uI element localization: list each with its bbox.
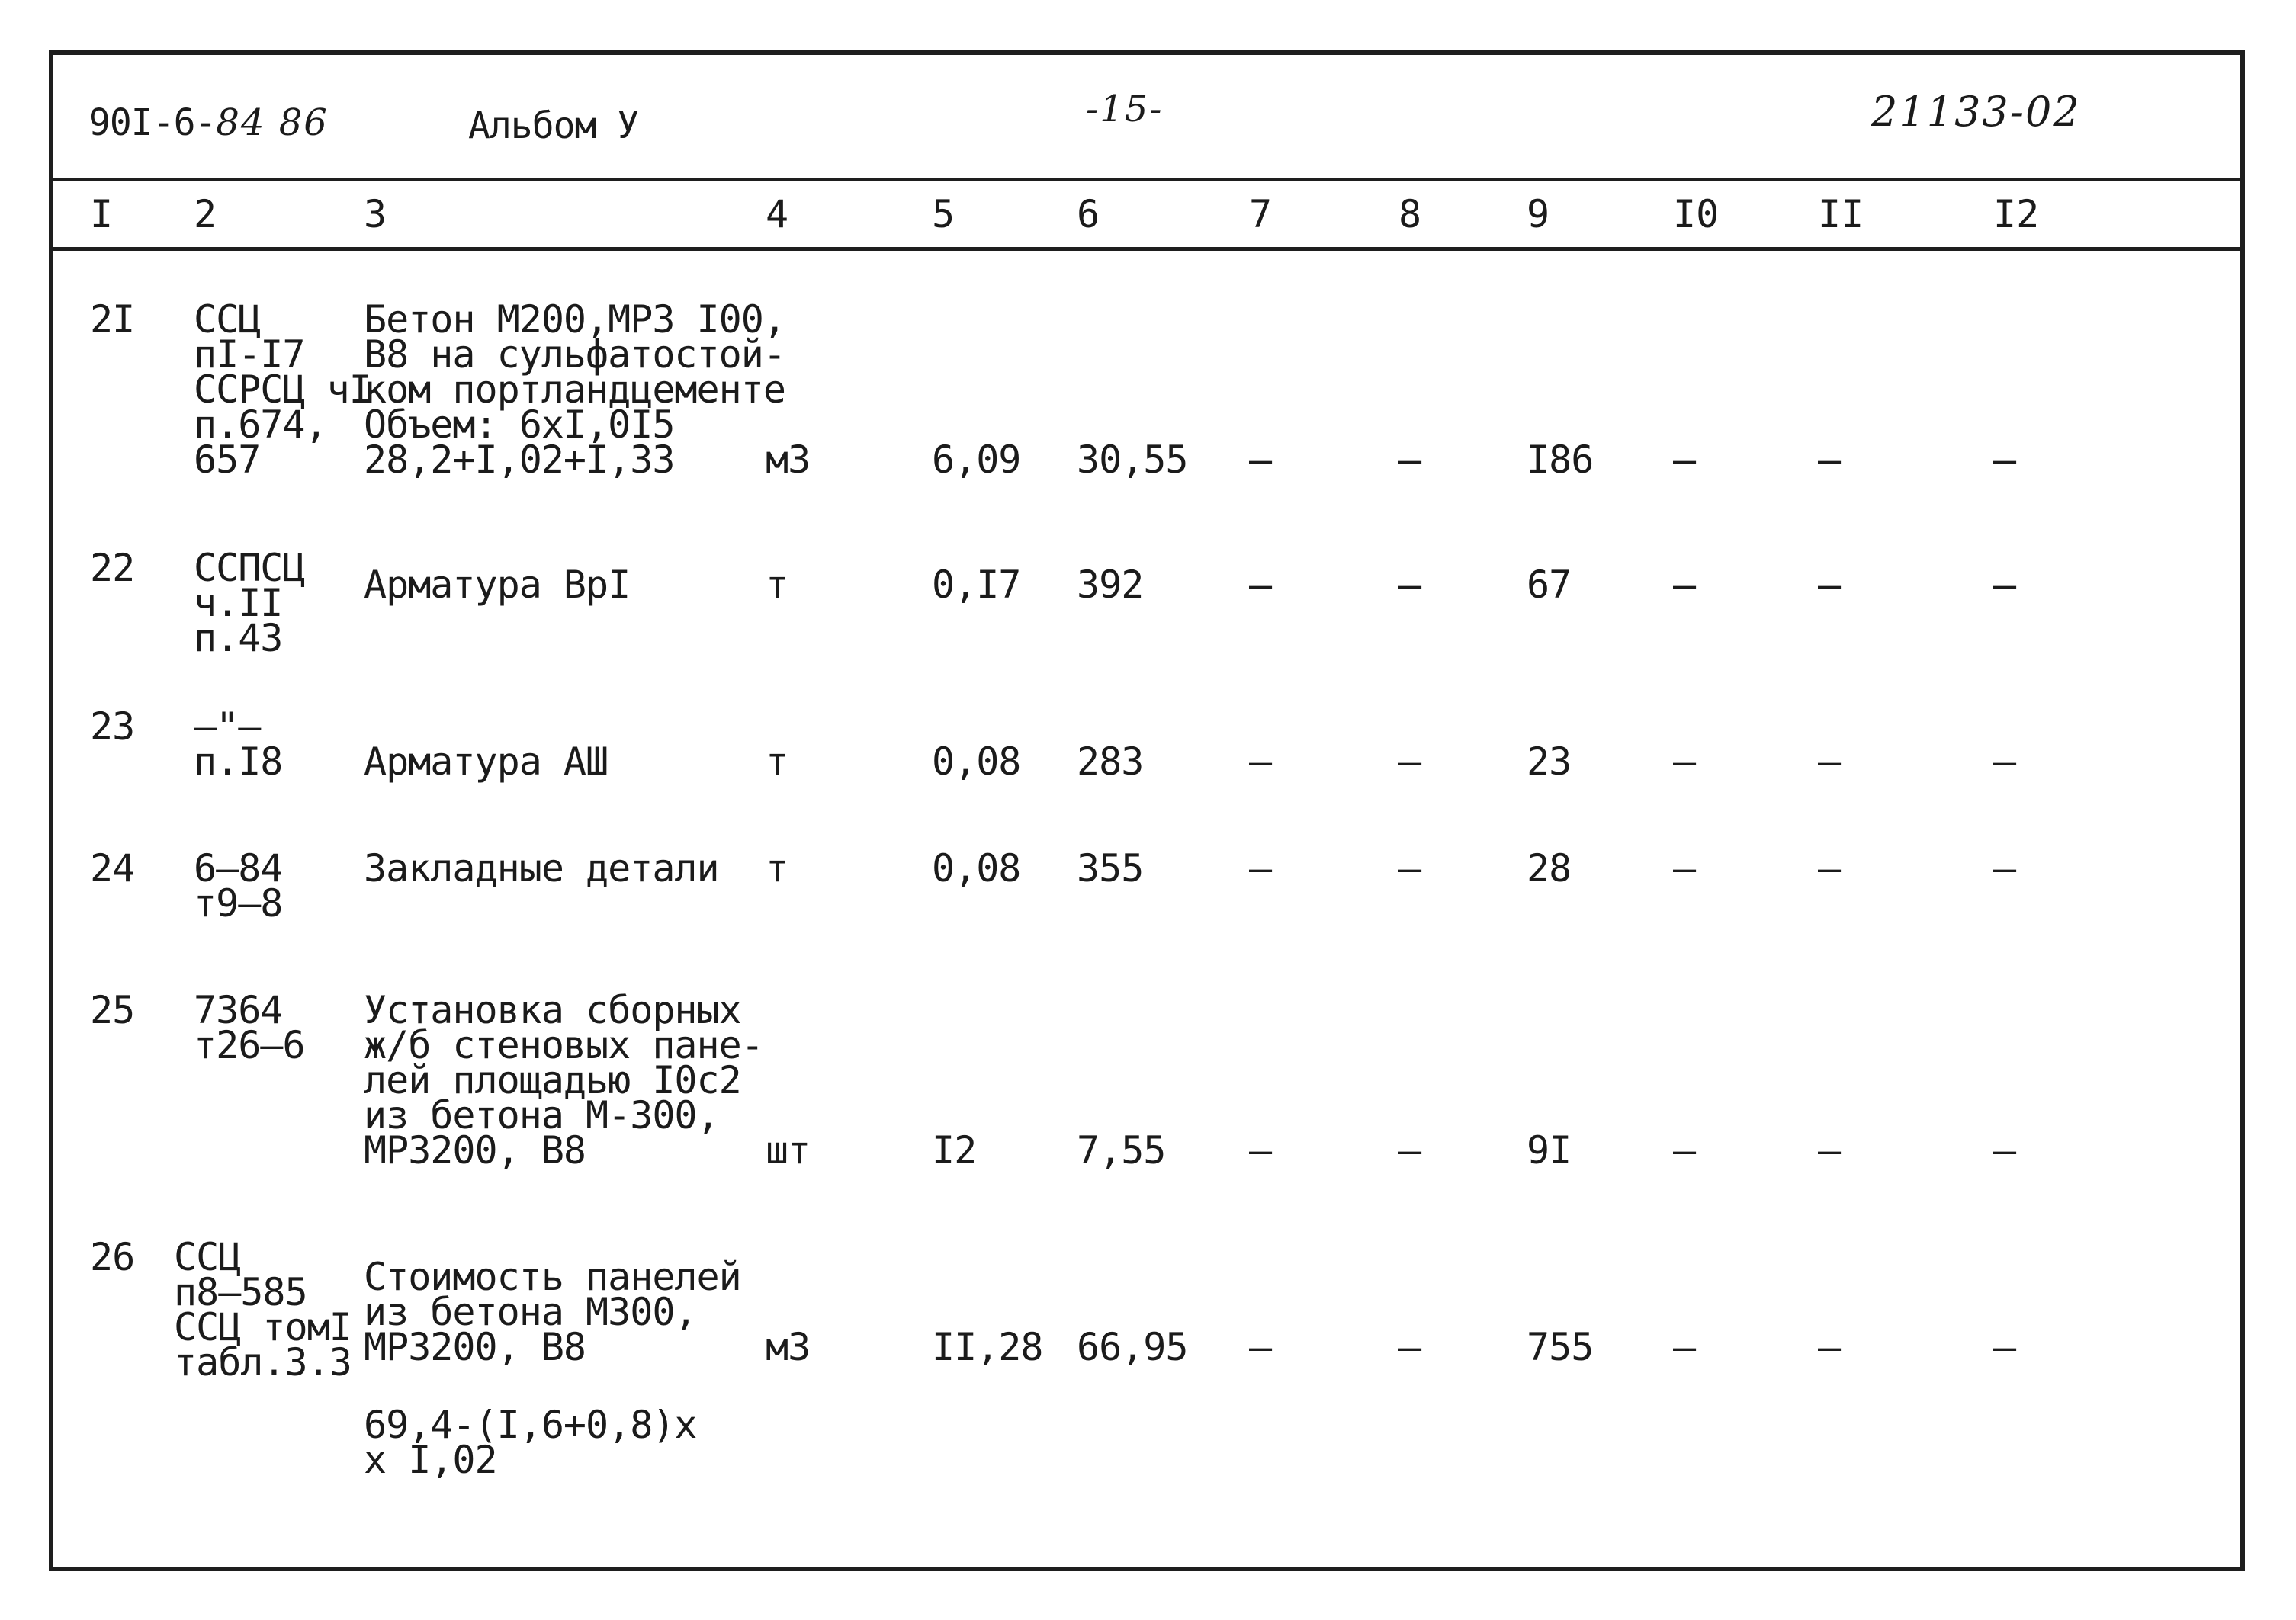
- row-col12: –: [1993, 438, 2016, 482]
- sheet-code: 21133-02: [1871, 88, 2081, 136]
- row-name: Арматура АШ: [364, 739, 609, 784]
- column-number: I: [90, 192, 114, 236]
- row-col8: –: [1398, 1128, 1421, 1172]
- column-number: 4: [766, 192, 789, 236]
- column-header-divider: [53, 247, 2240, 251]
- doc-code: 90I-6-84 86: [88, 101, 329, 144]
- row-name: Установка сборных ж/б стеновых пане- лей площадью I0с2 из бетона М-300, МРЗ200, В8: [364, 988, 763, 1172]
- row-unit: т: [766, 563, 788, 607]
- column-number: 8: [1398, 192, 1422, 236]
- column-number: 3: [364, 192, 387, 236]
- row-name: Бетон М200,МРЗ I00, В8 на сульфатостой- ком портландцементе Объем: 6хI,0I5 28,2+I,02+I,33: [364, 297, 785, 482]
- row-col12: –: [1993, 846, 2016, 890]
- row-col10: –: [1673, 438, 1696, 482]
- row-quantity: 6,09: [932, 438, 1021, 482]
- row-col8: –: [1398, 563, 1421, 607]
- column-number: I0: [1673, 192, 1720, 236]
- row-name: Арматура ВрI: [364, 563, 631, 607]
- row-basis: ССПСЦ ч.II п.43: [194, 546, 305, 660]
- row-basis: 7364 т26–6: [194, 988, 305, 1067]
- row-number: 23: [90, 704, 135, 749]
- doc-code-handwritten: 84 86: [216, 101, 329, 144]
- row-name: Закладные детали: [364, 846, 719, 890]
- row-col10: –: [1673, 563, 1696, 607]
- row-col8: –: [1398, 846, 1421, 890]
- row-quantity: 0,08: [932, 846, 1021, 890]
- row-unit: т: [766, 739, 788, 784]
- row-basis: 6–84 т9–8: [194, 846, 283, 925]
- page-number: -15-: [1086, 88, 1164, 130]
- row-price: 283: [1077, 739, 1144, 784]
- row-number: 22: [90, 546, 135, 590]
- row-total: 755: [1527, 1325, 1594, 1369]
- column-number: 2: [194, 192, 217, 236]
- row-price: 30,55: [1077, 438, 1188, 482]
- row-col7: –: [1249, 739, 1272, 784]
- row-quantity: 0,08: [932, 739, 1021, 784]
- row-col11: –: [1818, 1128, 1841, 1172]
- row-col7: –: [1249, 563, 1272, 607]
- row-unit: м3: [766, 438, 811, 482]
- row-number: 2I: [90, 297, 135, 342]
- header-divider: [53, 178, 2240, 181]
- row-col7: –: [1249, 1325, 1272, 1369]
- row-price: 7,55: [1077, 1128, 1166, 1172]
- row-unit: т: [766, 846, 788, 890]
- row-basis: ССЦ пI-I7 ССРСЦ чI п.674, 657: [194, 297, 371, 482]
- row-col11: –: [1818, 563, 1841, 607]
- row-unit: шт: [766, 1128, 811, 1172]
- row-col11: –: [1818, 1325, 1841, 1369]
- row-col12: –: [1993, 563, 2016, 607]
- row-basis: ССЦ п8–585 ССЦ томI табл.3.3: [174, 1235, 352, 1384]
- row-col12: –: [1993, 1128, 2016, 1172]
- column-number: 7: [1249, 192, 1273, 236]
- row-number: 25: [90, 988, 135, 1032]
- row-quantity: 0,I7: [932, 563, 1021, 607]
- row-formula: 69,4-(I,6+0,8)х х I,02: [364, 1403, 697, 1482]
- album-title: Альбом У: [468, 104, 639, 147]
- row-number: 26: [90, 1235, 135, 1279]
- row-col10: –: [1673, 739, 1696, 784]
- row-col8: –: [1398, 739, 1421, 784]
- row-col11: –: [1818, 739, 1841, 784]
- column-number: I2: [1993, 192, 2040, 236]
- row-quantity: I2: [932, 1128, 977, 1172]
- row-number: 24: [90, 846, 135, 890]
- row-price: 66,95: [1077, 1325, 1188, 1369]
- row-col7: –: [1249, 438, 1272, 482]
- column-number: 9: [1527, 192, 1550, 236]
- row-price: 355: [1077, 846, 1144, 890]
- column-number: 5: [932, 192, 955, 236]
- row-col10: –: [1673, 1325, 1696, 1369]
- row-total: 9I: [1527, 1128, 1572, 1172]
- row-col7: –: [1249, 1128, 1272, 1172]
- row-total: 28: [1527, 846, 1572, 890]
- column-number: 6: [1077, 192, 1100, 236]
- row-quantity: II,28: [932, 1325, 1043, 1369]
- row-col10: –: [1673, 1128, 1696, 1172]
- column-number: II: [1818, 192, 1864, 236]
- row-col11: –: [1818, 846, 1841, 890]
- row-col8: –: [1398, 1325, 1421, 1369]
- row-total: 67: [1527, 563, 1572, 607]
- row-total: I86: [1527, 438, 1594, 482]
- row-col12: –: [1993, 1325, 2016, 1369]
- row-col11: –: [1818, 438, 1841, 482]
- row-name: Стоимость панелей из бетона М300, МРЗ200, В8: [364, 1255, 741, 1369]
- row-col12: –: [1993, 739, 2016, 784]
- row-price: 392: [1077, 563, 1144, 607]
- row-basis: –"– п.I8: [194, 704, 283, 784]
- row-unit: м3: [766, 1325, 811, 1369]
- row-col8: –: [1398, 438, 1421, 482]
- row-total: 23: [1527, 739, 1572, 784]
- row-col7: –: [1249, 846, 1272, 890]
- row-col10: –: [1673, 846, 1696, 890]
